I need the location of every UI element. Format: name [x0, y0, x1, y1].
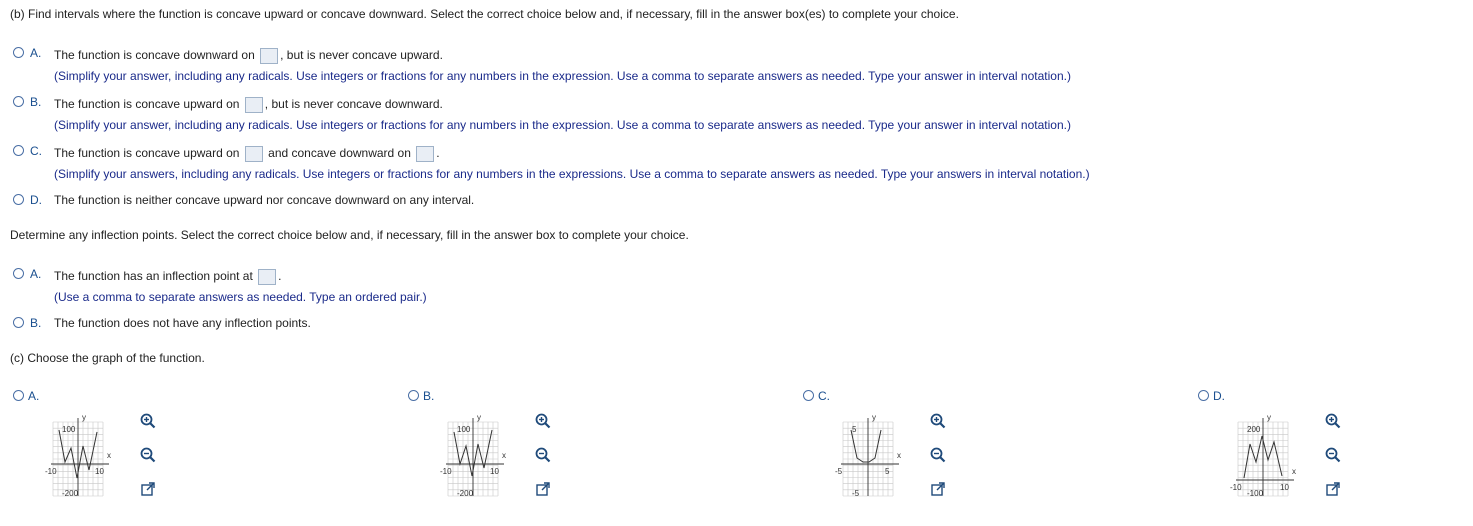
choice-b-c-text	[54, 146, 440, 162]
graph-choice-letter: B.	[423, 389, 435, 403]
zoom-out-icon[interactable]	[929, 446, 947, 464]
choice-b-b-text	[54, 97, 443, 113]
answer-box[interactable]	[245, 146, 263, 162]
graph-thumbnail[interactable]	[426, 410, 526, 502]
x-axis-label: x	[1292, 467, 1296, 476]
choice-letter: D.	[30, 193, 42, 207]
tick-label: -10	[1230, 483, 1242, 492]
part-c-prompt: (c) Choose the graph of the function.	[10, 351, 205, 365]
zoom-in-icon[interactable]	[534, 412, 552, 430]
inflection-prompt: Determine any inflection points. Select the correct choice below and, if necessary, fill in the answer box to complete your choice.	[10, 228, 689, 242]
choice-letter: B.	[30, 95, 42, 109]
choice-inf-a-text	[54, 269, 281, 285]
zoom-out-icon[interactable]	[139, 446, 157, 464]
zoom-in-icon[interactable]	[929, 412, 947, 430]
tick-label: 100	[457, 425, 471, 434]
function-curve	[851, 430, 881, 462]
zoom-out-icon[interactable]	[1324, 446, 1342, 464]
choice-text: and concave downward on	[268, 146, 411, 161]
tick-label: -10	[440, 467, 452, 476]
tick-label: -5	[852, 489, 860, 498]
graph-thumbnail[interactable]	[31, 410, 131, 502]
choice-hint: (Simplify your answers, including any radicals. Use integers or fractions for any numbers in the expressions. Use a comma to separate answers as needed. Type your answers in interval notation.)	[54, 167, 1090, 181]
choice-text: The function is concave downward on	[54, 48, 255, 63]
x-axis-label: x	[107, 451, 111, 460]
choice-b-a-text	[54, 48, 443, 64]
choice-text: The function is concave upward on	[54, 146, 240, 161]
radio-inf-b[interactable]	[13, 317, 24, 328]
tick-label: 100	[62, 425, 76, 434]
tick-label: -5	[835, 467, 843, 476]
radio-graph-c[interactable]	[803, 390, 814, 401]
zoom-in-icon[interactable]	[139, 412, 157, 430]
x-axis-label: x	[897, 451, 901, 460]
y-axis-label: y	[82, 413, 86, 422]
expand-icon[interactable]	[534, 480, 552, 498]
graph-choice-letter: C.	[818, 389, 830, 403]
tick-label: -100	[1247, 489, 1264, 498]
choice-hint: (Simplify your answer, including any radicals. Use integers or fractions for any numbers in the expression. Use a comma to separate answers as needed. Type your answer in interval notation.)	[54, 69, 1071, 83]
tick-label: -200	[62, 489, 79, 498]
radio-b-d[interactable]	[13, 194, 24, 205]
choice-text: The function is neither concave upward nor concave downward on any interval.	[54, 193, 475, 207]
expand-icon[interactable]	[139, 480, 157, 498]
graph-choice-letter: D.	[1213, 389, 1225, 403]
zoom-out-icon[interactable]	[534, 446, 552, 464]
expand-icon[interactable]	[929, 480, 947, 498]
choice-text: The function is concave upward on	[54, 97, 240, 112]
tick-label: 10	[1280, 483, 1289, 492]
choice-text: , but is never concave upward.	[280, 48, 443, 63]
choice-letter: C.	[30, 144, 42, 158]
choice-letter: A.	[30, 46, 42, 60]
radio-graph-b[interactable]	[408, 390, 419, 401]
choice-text: .	[436, 146, 440, 161]
graph-thumbnail[interactable]	[1216, 410, 1316, 502]
y-axis-label: y	[1267, 413, 1271, 422]
radio-b-a[interactable]	[13, 47, 24, 58]
x-axis-label: x	[502, 451, 506, 460]
tick-label: 5	[852, 425, 857, 434]
answer-box[interactable]	[260, 48, 278, 64]
tick-label: 200	[1247, 425, 1261, 434]
graph-thumbnail[interactable]	[821, 410, 921, 502]
choice-text: , but is never concave downward.	[264, 97, 443, 112]
radio-graph-a[interactable]	[13, 390, 24, 401]
zoom-in-icon[interactable]	[1324, 412, 1342, 430]
choice-letter: B.	[30, 316, 42, 330]
y-axis-label: y	[872, 413, 876, 422]
radio-b-c[interactable]	[13, 145, 24, 156]
answer-box[interactable]	[258, 269, 276, 285]
choice-text: .	[278, 269, 282, 284]
radio-graph-d[interactable]	[1198, 390, 1209, 401]
radio-b-b[interactable]	[13, 96, 24, 107]
choice-letter: A.	[30, 267, 42, 281]
y-axis-label: y	[477, 413, 481, 422]
tick-label: -10	[45, 467, 57, 476]
graph-choice-letter: A.	[28, 389, 40, 403]
tick-label: -200	[457, 489, 474, 498]
choice-text: The function has an inflection point at	[54, 269, 253, 284]
tick-label: 10	[95, 467, 104, 476]
answer-box[interactable]	[245, 97, 263, 113]
tick-label: 5	[885, 467, 890, 476]
expand-icon[interactable]	[1324, 480, 1342, 498]
answer-box[interactable]	[416, 146, 434, 162]
tick-label: 10	[490, 467, 499, 476]
choice-text: The function does not have any inflection points.	[54, 316, 311, 330]
choice-hint: (Use a comma to separate answers as needed. Type an ordered pair.)	[54, 290, 427, 304]
choice-hint: (Simplify your answer, including any radicals. Use integers or fractions for any numbers in the expression. Use a comma to separate answers as needed. Type your answer in interval notation.)	[54, 118, 1071, 132]
radio-inf-a[interactable]	[13, 268, 24, 279]
part-b-prompt: (b) Find intervals where the function is concave upward or concave downward. Select the correct choice below and, if necessary, fill in the answer box(es) to complete your choice.	[10, 7, 959, 21]
